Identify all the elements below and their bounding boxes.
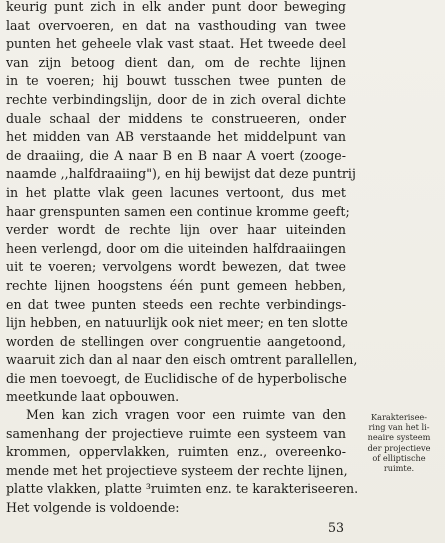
text-line: samenhang der projectieve ruimte een systeem van bbox=[6, 425, 346, 441]
paragraph-second bbox=[6, 406, 359, 518]
text-line: keurig punt zich in elk ander punt door beweging bbox=[6, 0, 346, 14]
text-line: naamde ,,halfdraaiing"), en hij bewijst dat deze puntrij bbox=[6, 166, 356, 182]
margin-note-line: neaire systeem bbox=[367, 432, 431, 443]
text-line: en dat twee punten steeds een rechte verbindings- bbox=[6, 296, 346, 312]
text-line: uit te voeren; vervolgens wordt bewezen, dat twee bbox=[6, 259, 346, 275]
text-line: worden de stellingen over congruentie aangetoond, bbox=[6, 333, 346, 349]
text-line: platte vlakken, platte ³ruimten enz. te karakteriseeren. bbox=[6, 481, 359, 497]
text-line: Men kan zich vragen voor een ruimte van den bbox=[26, 407, 346, 422]
text-line: krommen, oppervlakken, ruimten enz., overeenko- bbox=[6, 444, 346, 460]
text-line: de draaiing, die A naar B en B naar A voert (zooge- bbox=[6, 147, 346, 163]
margin-note-line: ruimte. bbox=[383, 463, 415, 474]
paragraph-main bbox=[6, 0, 358, 407]
margin-note-line: Karakterisee- bbox=[370, 412, 428, 422]
text-line: rechte verbindingslijn, door de in zich overal dichte bbox=[6, 91, 346, 107]
text-line: waaruit zich dan al naar den eisch omtrent parallellen, bbox=[6, 352, 358, 368]
text-line: het midden van AB verstaande het middelpunt van bbox=[6, 129, 346, 145]
text-line: heen verlengd, door om die uiteinden halfdraaiingen bbox=[6, 240, 346, 256]
text-line: in het platte vlak geen lacunes vertoont, dus met bbox=[6, 184, 346, 200]
margin-note bbox=[354, 412, 444, 473]
text-line: haar grenspunten samen een continue kromme geeft; bbox=[6, 203, 350, 219]
text-line: laat overvoeren, en dat na vasthouding van twee bbox=[6, 17, 346, 33]
text-line: duale schaal der middens te construeeren, onder bbox=[6, 110, 346, 126]
text-line: mende met het projectieve systeem der rechte lijnen, bbox=[6, 462, 348, 478]
text-line: lijn hebben, en natuurlijk ook niet meer; en ten slotte bbox=[6, 315, 348, 331]
page-number: 53 bbox=[328, 520, 345, 535]
text-line: in te voeren; hij bouwt tusschen twee punten de bbox=[6, 73, 346, 89]
text-line: rechte lijnen hoogstens één punt gemeen hebben, bbox=[6, 277, 346, 293]
margin-note-line: der projectieve bbox=[367, 442, 431, 453]
text-line: punten het geheele vlak vast staat. Het tweede deel bbox=[6, 36, 346, 52]
margin-note-line: ring van het li- bbox=[368, 422, 430, 433]
margin-note-line: of elliptische bbox=[372, 452, 426, 463]
text-line: die men toevoegt, de Euclidische of de hyperbolische bbox=[6, 370, 347, 386]
text-line: Het volgende is voldoende: bbox=[6, 499, 180, 515]
text-line: verder wordt de rechte lijn over haar uiteinden bbox=[6, 222, 346, 238]
text-line: van zijn betoog dient dan, om de rechte lijnen bbox=[6, 54, 346, 70]
text-line: meetkunde laat opbouwen. bbox=[6, 389, 180, 405]
